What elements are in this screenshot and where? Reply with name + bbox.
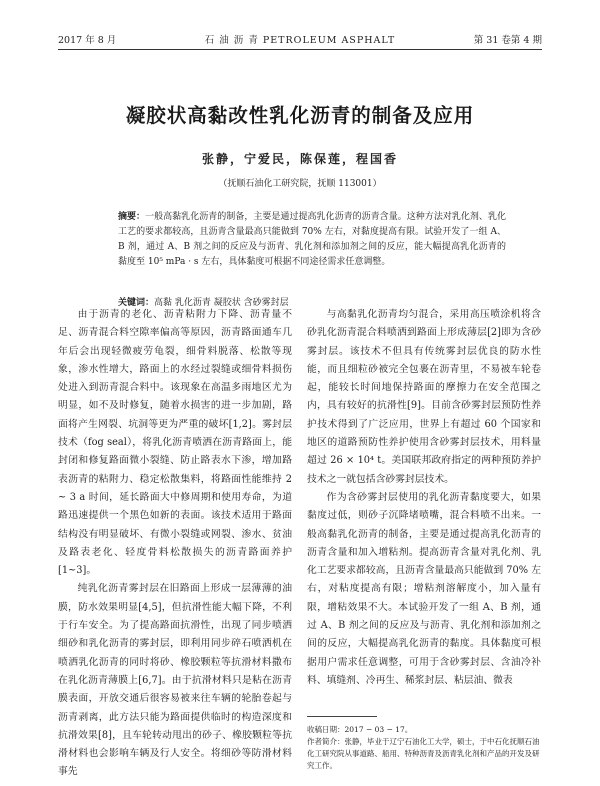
footnote-author-bio: 作者简介：张静，毕业于辽宁石油化工大学，硕士，于中石化抚顺石油化工研究院从事道路、船用、特种沥青及沥青乳化剂和产品的开发及研究工作。: [307, 737, 540, 770]
paragraph: 纯乳化沥青雾封层在旧路面上形成一层薄薄的油膜，防水效果明显[4,5]，但抗滑性能大幅下降，不利于行车安全。为了提高路面抗滑性，出现了同步喷洒细砂和乳化沥青的雾封层，即利用同步碎石喷洒机在喷洒乳化沥青的同时将砂、橡胶颗粒等抗滑材料撒布在乳化沥青薄膜上[6,7]。由于抗滑材料只是粘在沥青膜表面，开放交通后很容易被来往车辆的轮胎卷起与沥青剥离，此方法只能为路面提供临时的构造深度和抗滑效果[8]，且车轮转动甩出的砂子、橡胶颗粒等抗滑材料也会影响车辆及行人安全。将细砂等防滑材料事先: [58, 583, 292, 778]
keywords-text: 高黏 乳化沥青 凝胶状 含砂雾封层: [154, 298, 289, 308]
running-header: [58, 32, 542, 48]
abstract: [118, 210, 506, 270]
keywords-label: 关键词：: [118, 298, 155, 308]
abstract-label: 摘要：: [118, 212, 146, 222]
abstract-text: 一般高黏乳化沥青的制备，主要是通过提高乳化沥青的沥青含量。这种方法对乳化剂、乳化工艺的要求都较高，且沥青含量最高只能做到 70% 左右，对黏度提高有限。试验开发了一组 A、B 剂，通过 A、B 剂之间的反应及与沥青、乳化剂和添加剂之间的反应，能大幅提高乳化沥青的黏度至 10⁵ mPa · s 左右，具体黏度可根据不同途径需求任意调整。: [118, 212, 506, 267]
footnote-divider: [307, 716, 377, 717]
header-date: 2017 年 8 月: [58, 35, 117, 46]
header-volume: 第 31 卷第 4 期: [473, 35, 542, 46]
body-column-left: [58, 306, 292, 782]
article-authors: 张静，宁爱民，陈保莲，程国香: [201, 152, 398, 166]
footnotes: [307, 724, 541, 772]
article-title: 凝胶状高黏改性乳化沥青的制备及应用: [125, 104, 475, 127]
footnote-received: 收稿日期：2017 − 03 − 17。: [307, 725, 413, 734]
paragraph: 与高黏乳化沥青均匀混合，采用高压喷涂机将含砂乳化沥青混合料喷洒到路面上形成薄层[2]即为含砂雾封层。该技术不但具有传统雾封层优良的防水性能，而且细粒砂被完全包裹在沥青里，不易被车轮卷起，能较长时间地保持路面的摩擦力在安全范围之内，具有较好的抗滑性[9]。目前含砂雾封层预防性养护技术得到了广泛应用，世界上有超过 60 个国家和地区的道路预防性养护使用含砂雾封层技术，用料量超过 26 × 10⁴ t。美国联邦政府指定的两种预防养护技术之一就包括含砂雾封层技术。: [307, 309, 541, 485]
header-journal: 石 油 沥 青 PETROLEUM ASPHALT: [204, 35, 396, 46]
paragraph: 由于沥青的老化、沥青粘附力下降、沥青量不足、沥青混合料空隙率偏高等原因，沥青路面通车几年后会出现轻微疲劳龟裂，细骨料脱落、松散等现象，渗水性增大，路面上的水经过裂缝或细骨料损伤处进入到沥青混合料中。该现象在高温多雨地区尤为明显，如不及时修复，随着水损害的进一步加剧，路面将产生网裂、坑洞等更为严重的破坏[1,2]。雾封层技术（fog seal），将乳化沥青喷洒在沥青路面上，能封闭和修复路面微小裂缝、防止路表水下渗，增加路表沥青的粘附力、稳定松散集料，将路面性能维持 2 ~ 3 a 时间，延长路面大中修周期和使用寿命，为道路迅速提供一个黑色如新的表面。该技术适用于路面结构没有明显破坏、有微小裂缝或网裂、渗水、贫油及路表老化、轻度骨料松散损失的沥青路面养护[1~3]。: [58, 309, 292, 577]
paragraph: 作为含砂雾封层使用的乳化沥青黏度要大，如果黏度过低，则砂子沉降堵喷嘴，混合料喷不出来。一般高黏乳化沥青的制备，主要是通过提高乳化沥青的沥青含量和加入增粘剂。提高沥青含量对乳化剂、乳化工艺要求都较高，且沥青含量最高只能做到 70% 左右，对粘度提高有限；增粘剂溶解度小，加入量有限，增粘效果不大。本试验开发了一组 A、B 剂，通过 A、B 剂之间的反应及与沥青、乳化剂和添加剂之间的反应，大幅提高乳化沥青的黏度。具体黏度可根据用户需求任意调整，可用于含砂雾封层、含油冷补料、填缝剂、冷再生、稀浆封层、粘层油、微表: [307, 491, 541, 686]
header-divider: [58, 49, 542, 50]
article-affiliation: （抚顺石油化工研究院，抚顺 113001）: [218, 179, 382, 189]
body-column-right: [307, 306, 541, 690]
